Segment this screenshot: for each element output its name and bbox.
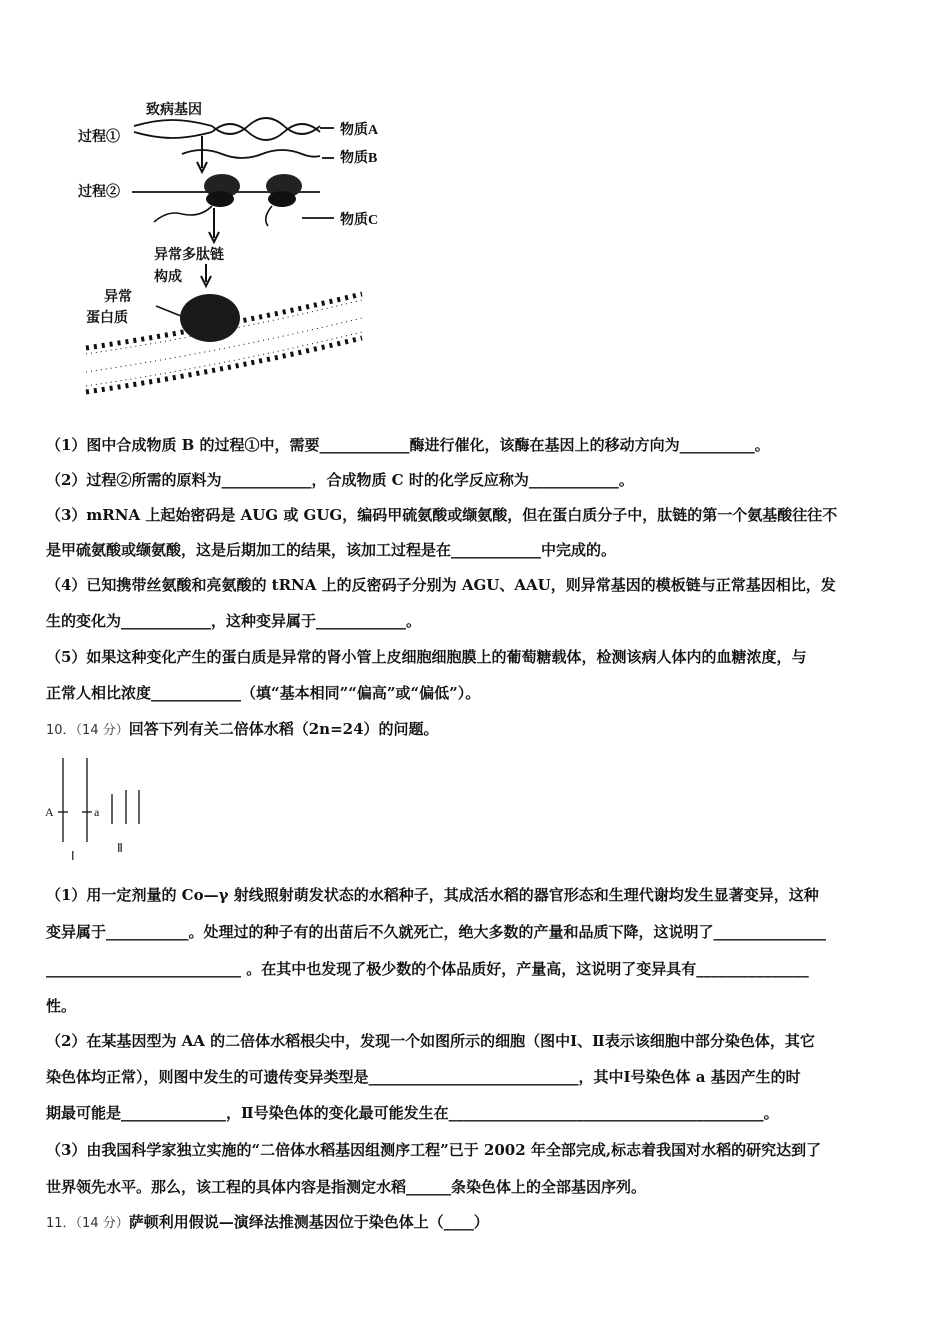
q9-part5-line1: （5）如果这种变化产生的蛋白质是异常的肾小管上皮细胞细胞膜上的葡萄糖载体，检测该病人体内的血糖浓度，与 xyxy=(46,648,807,666)
label-gene-A: A xyxy=(45,805,54,819)
label-chromosome-II: Ⅱ xyxy=(117,841,123,855)
label-substance-c: 物质C xyxy=(340,213,379,228)
q10-part3-line2: 世界领先水平。那么，该工程的具体内容是指测定水稻______条染色体上的全部基因序列。 xyxy=(46,1178,647,1196)
q10-number: 10．（14 分） xyxy=(46,723,129,738)
label-process-1: 过程① xyxy=(78,130,120,145)
label-pathogenic-gene: 致病基因 xyxy=(146,103,202,118)
arrow-transcription xyxy=(197,136,207,172)
q11-stem xyxy=(46,1211,489,1235)
q9-part1: （1）图中合成物质 B 的过程①中，需要____________酶进行催化，该酶在基因上的移动方向为__________。 xyxy=(46,436,770,454)
q11-number: 11．（14 分） xyxy=(46,1216,129,1231)
q9-part4-line2: 生的变化为____________，这种变异属于____________。 xyxy=(46,612,422,630)
arrow-peptide xyxy=(209,208,219,242)
q10-part1-line1: （1）用一定剂量的 Co—γ 射线照射萌发状态的水稻种子，其成活水稻的器官形态和生理代谢均发生显著变异，这种 xyxy=(46,886,819,904)
q9-part2: （2）过程②所需的原料为____________，合成物质 C 时的化学反应称为____________。 xyxy=(46,471,634,489)
q10-part2-line3: 期最可能是______________，Ⅱ号染色体的变化最可能发生在__________________________________________。 xyxy=(46,1104,779,1122)
dna-double-helix xyxy=(134,118,334,140)
label-constitutes: 构成 xyxy=(154,270,182,285)
label-process-2: 过程② xyxy=(78,185,120,200)
label-gene-a: a xyxy=(94,805,100,819)
label-substance-b: 物质B xyxy=(340,151,378,166)
ribosome-translation xyxy=(132,174,334,226)
q10-part3-line1: （3）由我国科学家独立实施的“二倍体水稻基因组测序工程”已于 2002 年全部完成,标志着我国对水稻的研究达到了 xyxy=(46,1141,822,1159)
q9-part3-line2: 是甲硫氨酸或缬氨酸，这是后期加工的结果，该加工过程是在____________中完成的。 xyxy=(46,541,617,559)
label-abnormal-peptide: 异常多肽链 xyxy=(154,248,224,263)
q10-stem-text: 回答下列有关二倍体水稻（2n=24）的问题。 xyxy=(128,720,439,738)
q9-part3-line1: （3）mRNA 上起始密码是 AUG 或 GUG，编码甲硫氨酸或缬氨酸，但在蛋白质分子中，肽链的第一个氨基酸往往不 xyxy=(46,506,838,524)
label-abnormal-protein-2: 蛋白质 xyxy=(86,311,128,326)
q9-part4-line1: （4）已知携带丝氨酸和亮氨酸的 tRNA 上的反密码子分别为 AGU、AAU，则异常基因的模板链与正常基因相比，发 xyxy=(46,576,836,594)
q10-part2-line1: （2）在某基因型为 AA 的二倍体水稻根尖中，发现一个如图所示的细胞（图中Ⅰ、Ⅱ表示该细胞中部分染色体，其它 xyxy=(46,1032,815,1050)
label-chromosome-I: Ⅰ xyxy=(71,849,75,863)
q10-stem xyxy=(46,718,439,742)
q10-part1-line4: 性。 xyxy=(46,997,77,1015)
q11-stem-text: 萨顿利用假说—演绎法推测基因位于染色体上（____） xyxy=(128,1213,489,1231)
mrna-strand xyxy=(182,150,334,158)
q10-part1-line3: __________________________ 。在其中也发现了极少数的个体品质好，产量高，这说明了变异具有_______________ xyxy=(46,960,809,978)
arrow-constitutes xyxy=(201,264,211,286)
gene-expression-figure xyxy=(72,96,404,408)
q9-part5-line2: 正常人相比浓度____________（填“基本相同”“偏高”或“偏低”）。 xyxy=(46,684,481,702)
label-abnormal-protein-1: 异常 xyxy=(104,290,132,305)
chromosome-figure xyxy=(40,752,160,867)
q10-part1-line2: 变异属于___________。处理过的种子有的出苗后不久就死亡，绝大多数的产量和品质下降，这说明了_______________ xyxy=(46,923,827,941)
label-substance-a: 物质A xyxy=(340,123,379,138)
q10-part2-line2: 染色体均正常），则图中发生的可遗传变异类型是____________________________，其中Ⅰ号染色体 a 基因产生的时 xyxy=(46,1068,801,1086)
cell-membrane xyxy=(86,294,362,392)
